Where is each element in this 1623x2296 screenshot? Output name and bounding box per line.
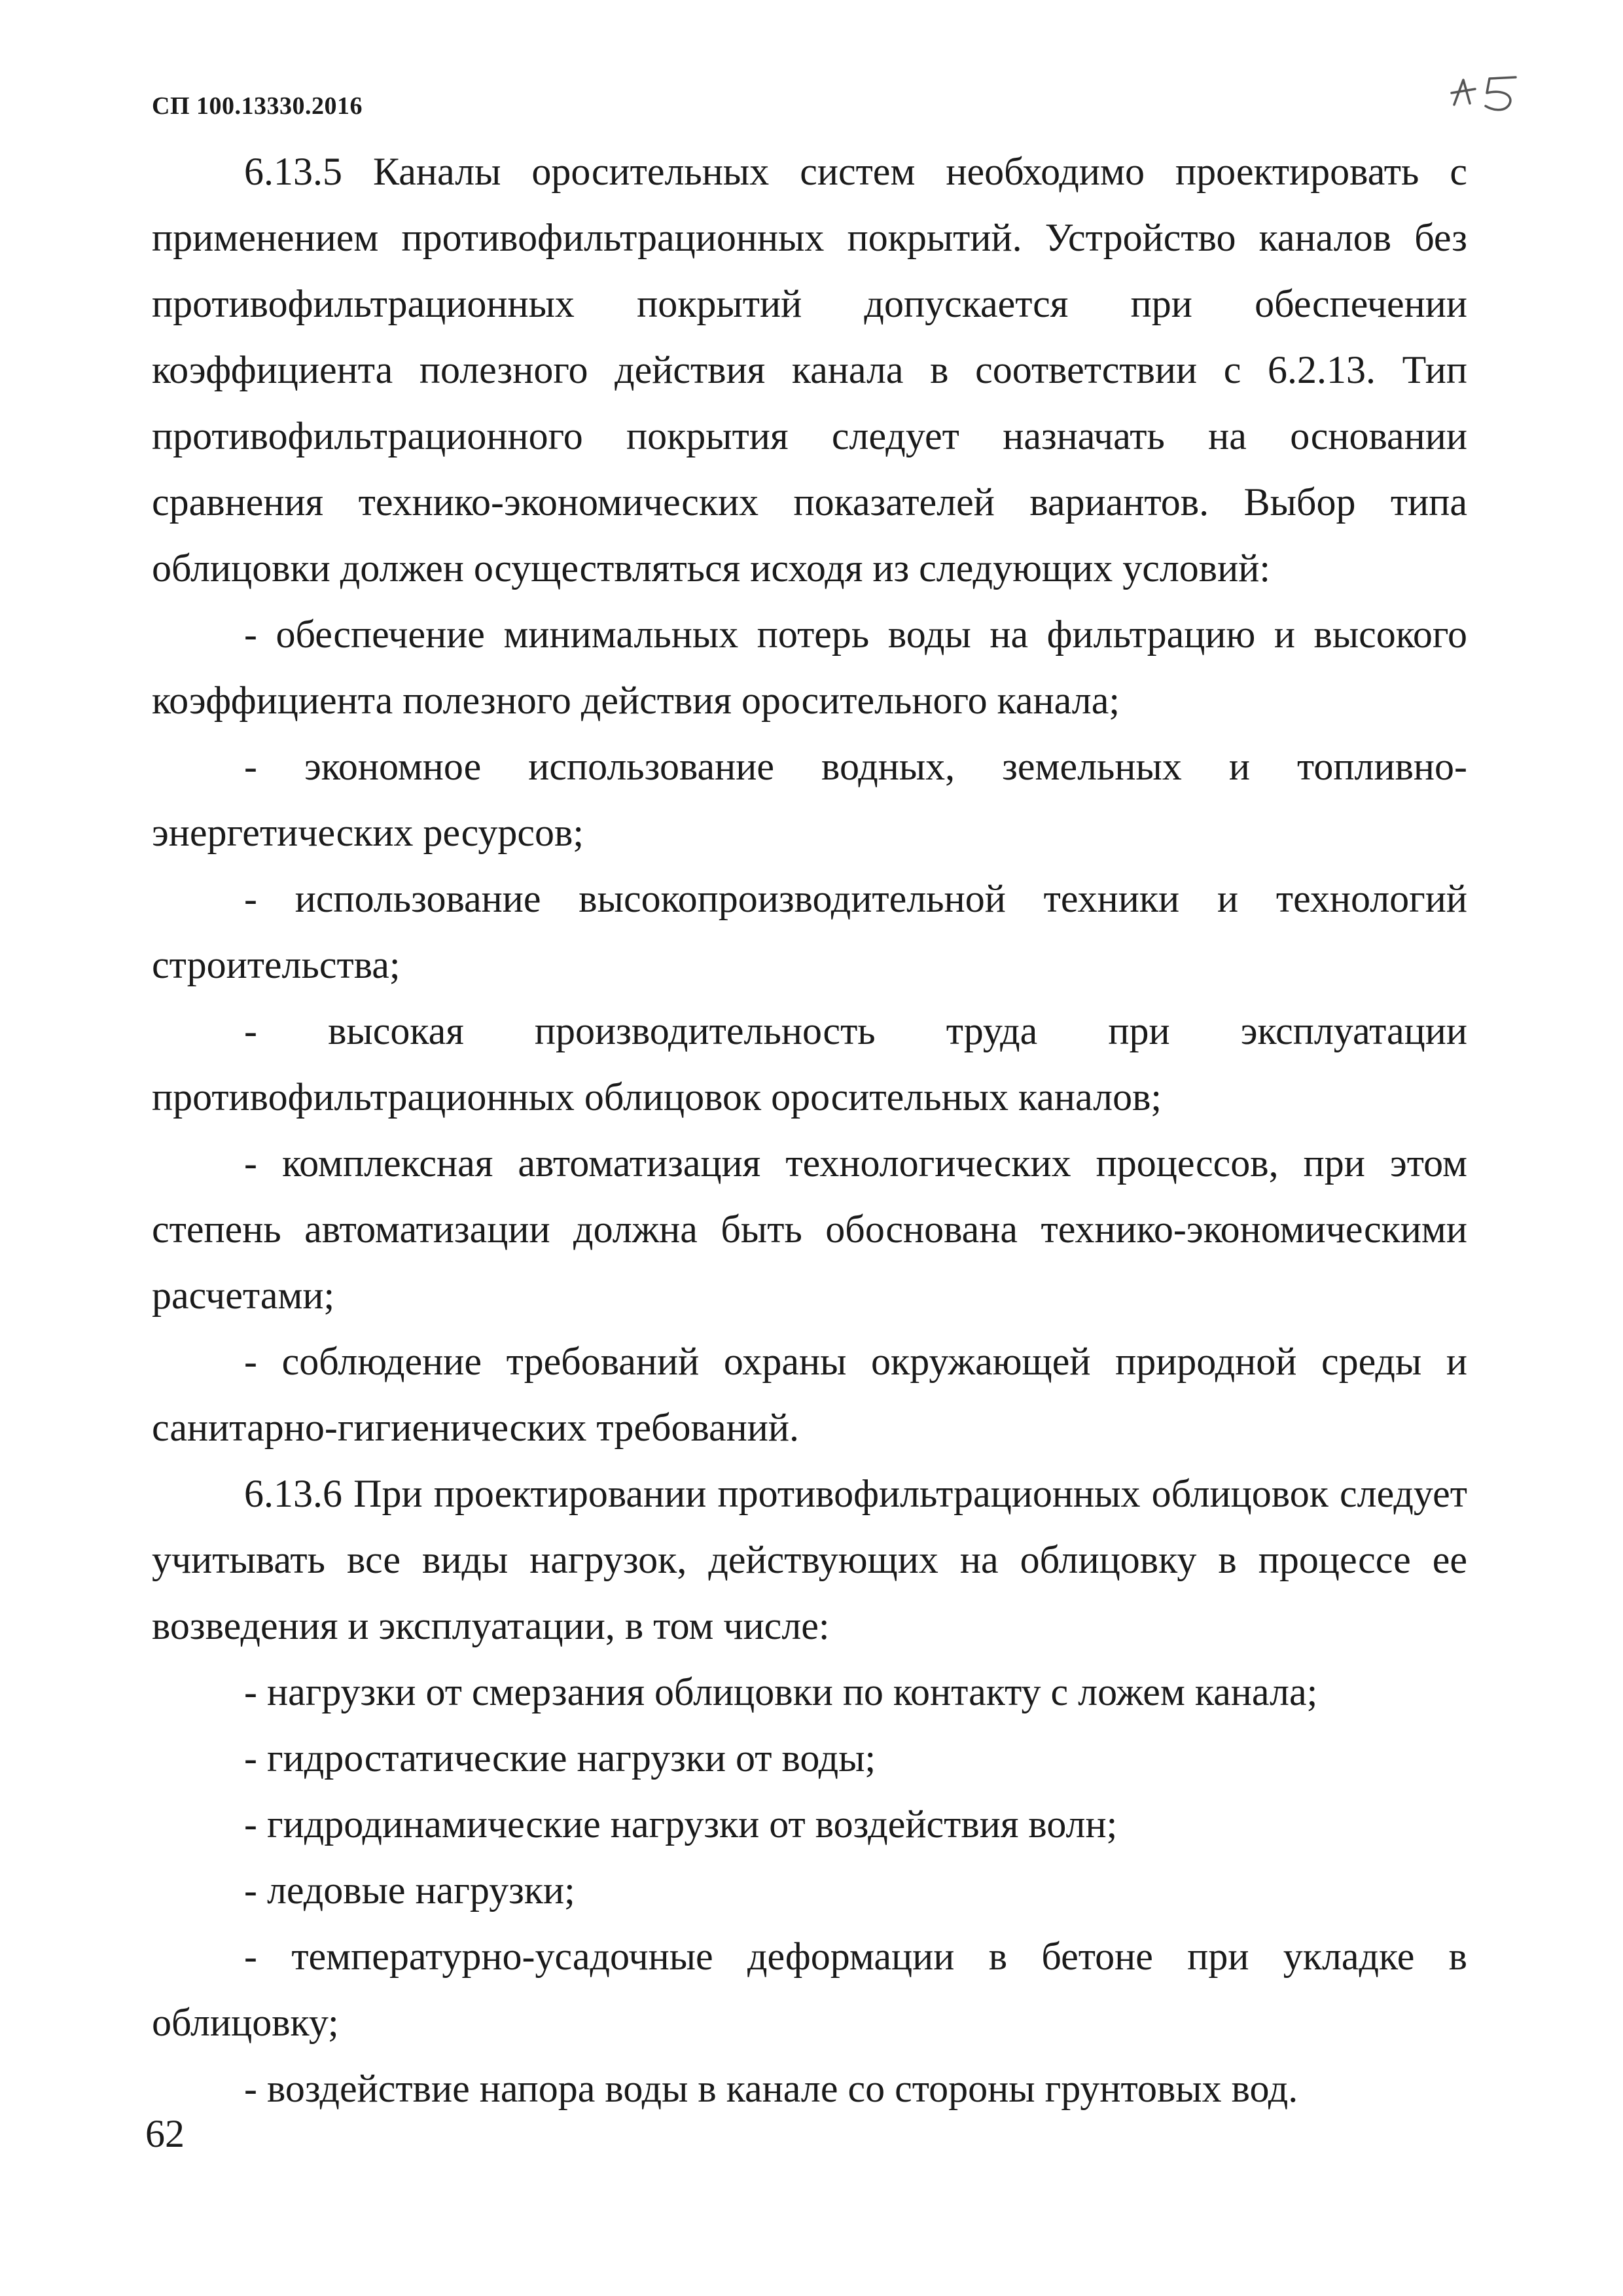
list-item: - гидростатические нагрузки от воды; xyxy=(244,1736,876,1780)
list-item: - температурно-усадочные деформации в бетоне при укладке в облицовку; xyxy=(152,1935,1467,2044)
list-item: - обеспечение минимальных потерь воды на фильтрацию и высокого коэффициента полезного действия оросительного канала; xyxy=(152,613,1467,722)
list-item: - соблюдение требований охраны окружающей природной среды и санитарно-гигиенических требований. xyxy=(152,1340,1467,1449)
list-item: - гидродинамические нагрузки от воздействия волн; xyxy=(244,1803,1118,1846)
handwritten-page-mark xyxy=(1440,63,1538,122)
list-item: - высокая производительность труда при эксплуатации противофильтрационных облицовок оросительных каналов; xyxy=(152,1009,1467,1119)
list-item: - экономное использование водных, земельных и топливно-энергетических ресурсов; xyxy=(152,745,1467,854)
list-item: - использование высокопроизводительной техники и технологий строительства; xyxy=(152,877,1467,986)
list-item: - нагрузки от смерзания облицовки по контакту с ложем канала; xyxy=(244,1670,1318,1713)
list-item: - ледовые нагрузки; xyxy=(244,1869,575,1912)
document-code: СП 100.13330.2016 xyxy=(152,92,363,120)
list-item: - воздействие напора воды в канале со стороны грунтовых вод. xyxy=(244,2067,1298,2110)
list-item: - комплексная автоматизация технологических процессов, при этом степень автоматизации должна быть обоснована технико-экономическими расчетами; xyxy=(152,1141,1467,1317)
page-number: 62 xyxy=(145,2112,185,2155)
document-body xyxy=(152,139,1467,2122)
paragraph-6-13-6: 6.13.6 При проектировании противофильтрационных облицовок следует учитывать все виды нагрузок, действующих на облицовку в процессе ее возведения и эксплуатации, в том числе: xyxy=(152,1472,1467,1647)
paragraph-6-13-5: 6.13.5 Каналы оросительных систем необходимо проектировать с применением противофильтрационных покрытий. Устройство каналов без противофильтрационных покрытий допускается при обеспечении коэффициента полезного действия канала в соответствии с 6.2.13. Тип противофильтрационного покрытия следует назначать на основании сравнения технико-экономических показателей вариантов. Выбор типа облицовки должен осуществляться исходя из следующих условий: xyxy=(152,150,1467,590)
